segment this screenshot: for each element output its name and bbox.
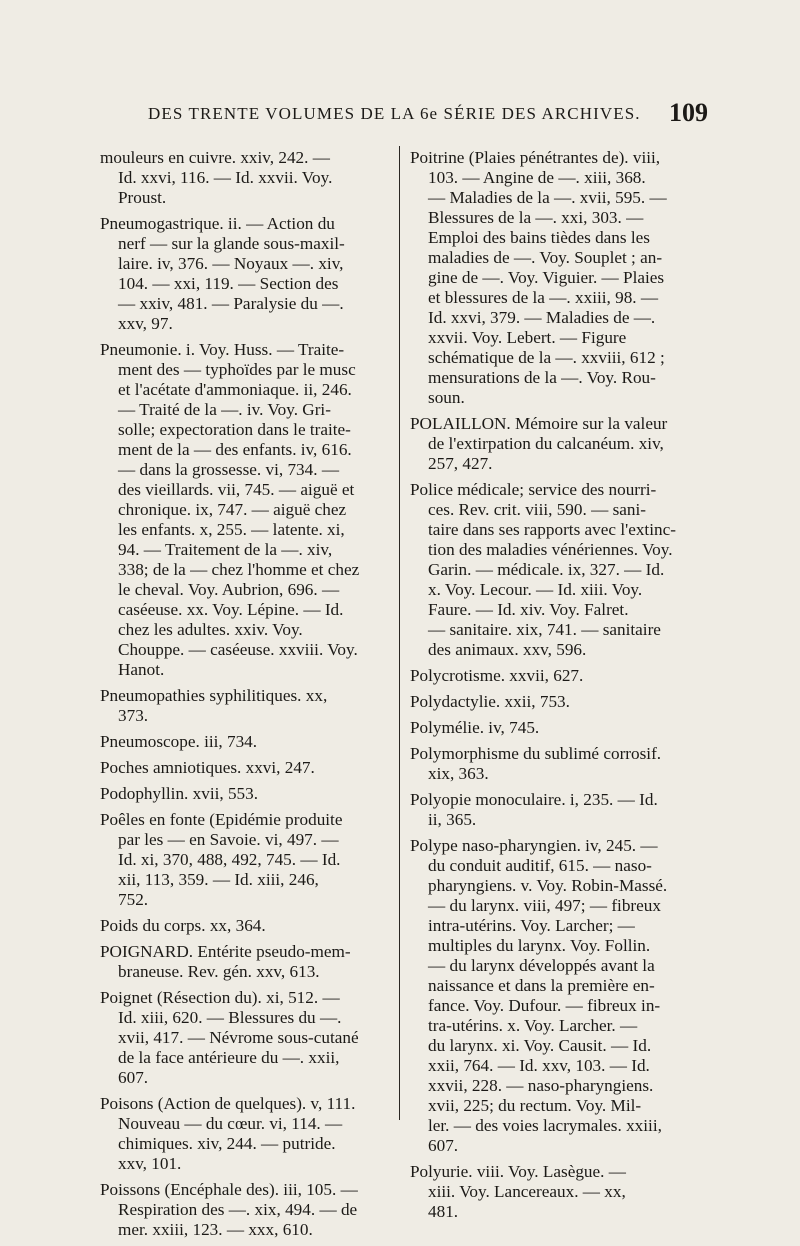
index-entry — [410, 414, 702, 474]
entry-line: le cheval. Voy. Aubrion, 696. — — [118, 580, 340, 599]
entry-line: tra-utérins. x. Voy. Larcher. — — [428, 1016, 638, 1035]
entry-line: et blessures de la —. xxiii, 98. — — [428, 288, 659, 307]
entry-line: fance. Voy. Dufour. — fibreux in- — [428, 996, 661, 1015]
entry-line: — Traité de la —. iv. Voy. Gri- — [118, 400, 331, 419]
index-entry — [100, 732, 390, 752]
entry-line: xix, 363. — [428, 764, 489, 783]
column-divider — [399, 146, 400, 1120]
entry-line: gine de —. Voy. Viguier. — Plaies — [428, 268, 665, 287]
entry-line: nerf — sur la glande sous-maxil- — [118, 234, 345, 253]
index-entry — [410, 836, 702, 1156]
right-column — [410, 148, 702, 1228]
entry-line: laire. iv, 376. — Noyaux —. xiv, — [118, 254, 344, 273]
entry-line: caséeuse. xx. Voy. Lépine. — Id. — [118, 600, 344, 619]
entry-line: ment de la — des enfants. iv, 616. — [118, 440, 352, 459]
entry-line: Chouppe. — caséeuse. xxviii. Voy. — [118, 640, 358, 659]
entry-line: mer. xxiii, 123. — xxx, 610. — [118, 1220, 313, 1239]
entry-line: Pneumogastrique. ii. — Action du — [100, 214, 335, 233]
entry-line: Poids du corps. xx, 364. — [100, 916, 266, 935]
entry-line: xiii. Voy. Lancereaux. — xx, — [428, 1182, 626, 1201]
entry-line: Poitrine (Plaies pénétrantes de). viii, — [410, 148, 661, 167]
entry-line: POIGNARD. Entérite pseudo-mem- — [100, 942, 351, 961]
left-column — [100, 148, 390, 1246]
index-entry — [410, 790, 702, 830]
entry-line: — dans la grossesse. vi, 734. — — [118, 460, 340, 479]
entry-line: solle; expectoration dans le traite- — [118, 420, 351, 439]
entry-line: chronique. ix, 747. — aiguë chez — [118, 500, 347, 519]
entry-line: intra-utérins. Voy. Larcher; — — [428, 916, 635, 935]
entry-line: pharyngiens. v. Voy. Robin-Massé. — [428, 876, 668, 895]
entry-line: de l'extirpation du calcanéum. xiv, — [428, 434, 664, 453]
entry-line: et l'acétate d'ammoniaque. ii, 246. — [118, 380, 352, 399]
index-entry — [100, 214, 390, 334]
entry-line: chez les adultes. xxiv. Voy. — [118, 620, 303, 639]
entry-line: Nouveau — du cœur. vi, 114. — — [118, 1114, 343, 1133]
entry-line: — du larynx. viii, 497; — fibreux — [428, 896, 661, 915]
entry-line: schématique de la —. xxviii, 612 ; — [428, 348, 665, 367]
entry-line: Police médicale; service des nourri- — [410, 480, 657, 499]
index-entry — [100, 1094, 390, 1174]
entry-line: Proust. — [118, 188, 167, 207]
index-entry — [410, 666, 702, 686]
index-entry — [100, 810, 390, 910]
entry-line: multiples du larynx. Voy. Follin. — [428, 936, 651, 955]
entry-line: Blessures de la —. xxi, 303. — — [428, 208, 644, 227]
entry-line: Polydactylie. xxii, 753. — [410, 692, 570, 711]
entry-line: 104. — xxi, 119. — Section des — [118, 274, 339, 293]
index-entry — [410, 718, 702, 738]
entry-line: Polymorphisme du sublimé corrosif. — [410, 744, 662, 763]
index-entry — [410, 148, 702, 408]
index-entry — [100, 784, 390, 804]
entry-line: mouleurs en cuivre. xxiv, 242. — — [100, 148, 330, 167]
page-number: 109 — [669, 98, 708, 127]
entry-line: xxv, 97. — [118, 314, 173, 333]
entry-line: du larynx. xi. Voy. Causit. — Id. — [428, 1036, 652, 1055]
entry-line: Podophyllin. xvii, 553. — [100, 784, 259, 803]
entry-line: soun. — [428, 388, 465, 407]
index-entry — [100, 988, 390, 1088]
index-entry — [100, 148, 390, 208]
entry-line: Poches amniotiques. xxvi, 247. — [100, 758, 315, 777]
entry-line: xxv, 101. — [118, 1154, 182, 1173]
entry-line: Polype naso-pharyngien. iv, 245. — — [410, 836, 658, 855]
index-entry — [100, 686, 390, 726]
entry-line: — xxiv, 481. — Paralysie du —. — [118, 294, 344, 313]
entry-line: Polycrotisme. xxvii, 627. — [410, 666, 584, 685]
entry-line: les enfants. x, 255. — latente. xi, — [118, 520, 345, 539]
entry-line: Pneumopathies syphilitiques. xx, — [100, 686, 328, 705]
entry-line: Id. xiii, 620. — Blessures du —. — [118, 1008, 342, 1027]
entry-line: 373. — [118, 706, 149, 725]
entry-line: chimiques. xiv, 244. — putride. — [118, 1134, 336, 1153]
entry-line: xxvii. Voy. Lebert. — Figure — [428, 328, 627, 347]
entry-line: xvii, 225; du rectum. Voy. Mil- — [428, 1096, 642, 1115]
entry-line: — sanitaire. xix, 741. — sanitaire — [428, 620, 661, 639]
entry-line: — du larynx développés avant la — [428, 956, 655, 975]
entry-line: Polymélie. iv, 745. — [410, 718, 540, 737]
entry-line: Id. xxvi, 116. — Id. xxvii. Voy. — [118, 168, 333, 187]
entry-line: 607. — [118, 1068, 149, 1087]
entry-line: POLAILLON. Mémoire sur la valeur — [410, 414, 668, 433]
entry-line: Hanot. — [118, 660, 165, 679]
index-entry — [100, 1180, 390, 1240]
entry-line: 607. — [428, 1136, 459, 1155]
index-entry — [410, 744, 702, 784]
entry-line: xxii, 764. — Id. xxv, 103. — Id. — [428, 1056, 650, 1075]
index-entry — [100, 758, 390, 778]
entry-line: Emploi des bains tièdes dans les — [428, 228, 650, 247]
entry-line: Faure. — Id. xiv. Voy. Falret. — [428, 600, 629, 619]
entry-line: x. Voy. Lecour. — Id. xiii. Voy. — [428, 580, 643, 599]
entry-line: 752. — [118, 890, 149, 909]
entry-line: des vieillards. vii, 745. — aiguë et — [118, 480, 355, 499]
entry-line: ler. — des voies lacrymales. xxiii, — [428, 1116, 662, 1135]
entry-line: xxvii, 228. — naso-pharyngiens. — [428, 1076, 654, 1095]
entry-line: de la face antérieure du —. xxii, — [118, 1048, 340, 1067]
entry-line: Pneumoscope. iii, 734. — [100, 732, 258, 751]
entry-line: Polyurie. viii. Voy. Lasègue. — — [410, 1162, 626, 1181]
entry-line: ces. Rev. crit. viii, 590. — sani- — [428, 500, 646, 519]
entry-line: 338; de la — chez l'homme et chez — [118, 560, 360, 579]
entry-line: Respiration des —. xix, 494. — de — [118, 1200, 358, 1219]
entry-line: Poêles en fonte (Epidémie produite — [100, 810, 343, 829]
entry-line: 103. — Angine de —. xiii, 368. — [428, 168, 646, 187]
entry-line: taire dans ses rapports avec l'extinc- — [428, 520, 676, 539]
entry-line: Polyopie monoculaire. i, 235. — Id. — [410, 790, 658, 809]
index-entry — [410, 480, 702, 660]
entry-line: 94. — Traitement de la —. xiv, — [118, 540, 333, 559]
index-entry — [410, 692, 702, 712]
running-title: DES TRENTE VOLUMES DE LA 6e SÉRIE DES ARCHIVES. — [148, 104, 641, 123]
entry-line: Garin. — médicale. ix, 327. — Id. — [428, 560, 665, 579]
entry-line: Id. xxvi, 379. — Maladies de —. — [428, 308, 656, 327]
running-header — [148, 98, 708, 127]
entry-line: Pneumonie. i. Voy. Huss. — Traite- — [100, 340, 345, 359]
index-entry — [100, 916, 390, 936]
entry-line: naissance et dans la première en- — [428, 976, 655, 995]
entry-line: des animaux. xxv, 596. — [428, 640, 587, 659]
index-entry — [100, 942, 390, 982]
entry-line: 257, 427. — [428, 454, 493, 473]
entry-line: par les — en Savoie. vi, 497. — — [118, 830, 339, 849]
entry-line: Poissons (Encéphale des). iii, 105. — — [100, 1180, 358, 1199]
entry-line: Poisons (Action de quelques). v, 111. — [100, 1094, 356, 1113]
entry-line: tion des maladies vénériennes. Voy. — [428, 540, 673, 559]
entry-line: xii, 113, 359. — Id. xiii, 246, — [118, 870, 319, 889]
entry-line: du conduit auditif, 615. — naso- — [428, 856, 652, 875]
index-entry — [410, 1162, 702, 1222]
entry-line: maladies de —. Voy. Souplet ; an- — [428, 248, 663, 267]
entry-line: mensurations de la —. Voy. Rou- — [428, 368, 656, 387]
entry-line: — Maladies de la —. xvii, 595. — — [428, 188, 667, 207]
entry-line: 481. — [428, 1202, 459, 1221]
entry-line: ii, 365. — [428, 810, 477, 829]
entry-line: xvii, 417. — Névrome sous-cutané — [118, 1028, 359, 1047]
index-entry — [100, 340, 390, 680]
entry-line: Id. xi, 370, 488, 492, 745. — Id. — [118, 850, 341, 869]
entry-line: braneuse. Rev. gén. xxv, 613. — [118, 962, 320, 981]
entry-line: ment des — typhoïdes par le musc — [118, 360, 356, 379]
entry-line: Poignet (Résection du). xi, 512. — — [100, 988, 340, 1007]
